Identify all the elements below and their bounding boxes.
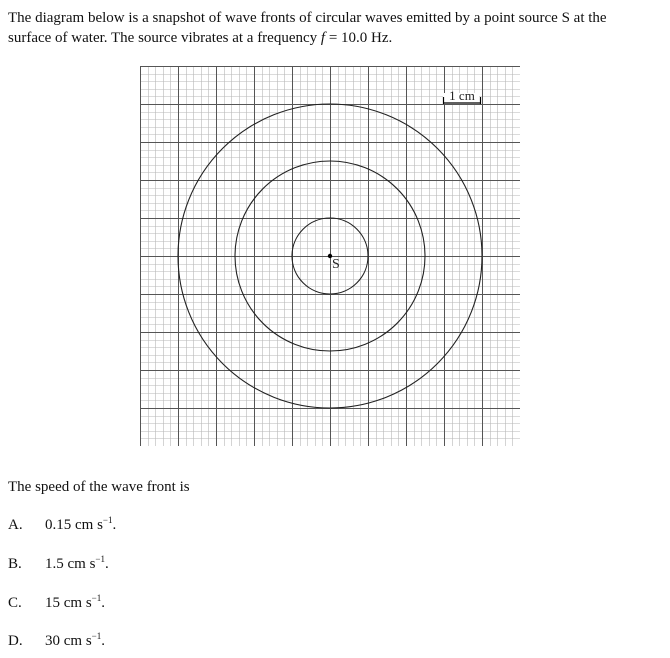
option-value: 0.15 [45,517,72,533]
frequency-value: = 10.0 Hz. [325,30,393,46]
scale-bar [443,88,481,104]
option-exponent: −1 [91,593,102,603]
option-period: . [105,556,109,572]
option-value: 1.5 [45,556,64,572]
frequency-symbol: f [320,30,326,46]
question-stem [8,8,664,48]
option-unit: cm s [63,556,96,572]
wavefront-diagram [140,66,520,446]
option-letter: A. [8,517,23,533]
option-unit: cm s [60,633,92,649]
option-unit: cm s [60,595,92,611]
option-text [45,595,105,612]
scale-label: 1 cm [449,88,475,103]
wavefront-diagram-svg [140,66,520,446]
option-letter: C. [8,595,22,611]
option-letter: D. [8,633,23,649]
option-period: . [112,517,117,533]
option-text [45,517,116,534]
option-exponent: −1 [91,631,102,641]
option-unit: cm s [71,517,103,533]
option-period: . [101,633,105,649]
source-label: S [332,257,340,272]
stem-line-1: The diagram below is a snapshot of wave fronts of circular waves emitted by a point source S at the [8,10,607,26]
option-value: 30 [45,633,60,649]
question-prompt: The speed of the wave front is [8,479,190,495]
stem-line-2: surface of water. The source vibrates at a frequency [8,30,321,46]
option-text [45,556,109,573]
option-letter: B. [8,556,22,572]
option-period: . [101,595,105,611]
option-text [45,633,105,650]
option-exponent: −1 [102,515,113,525]
option-value: 15 [45,595,60,611]
option-exponent: −1 [95,554,105,564]
